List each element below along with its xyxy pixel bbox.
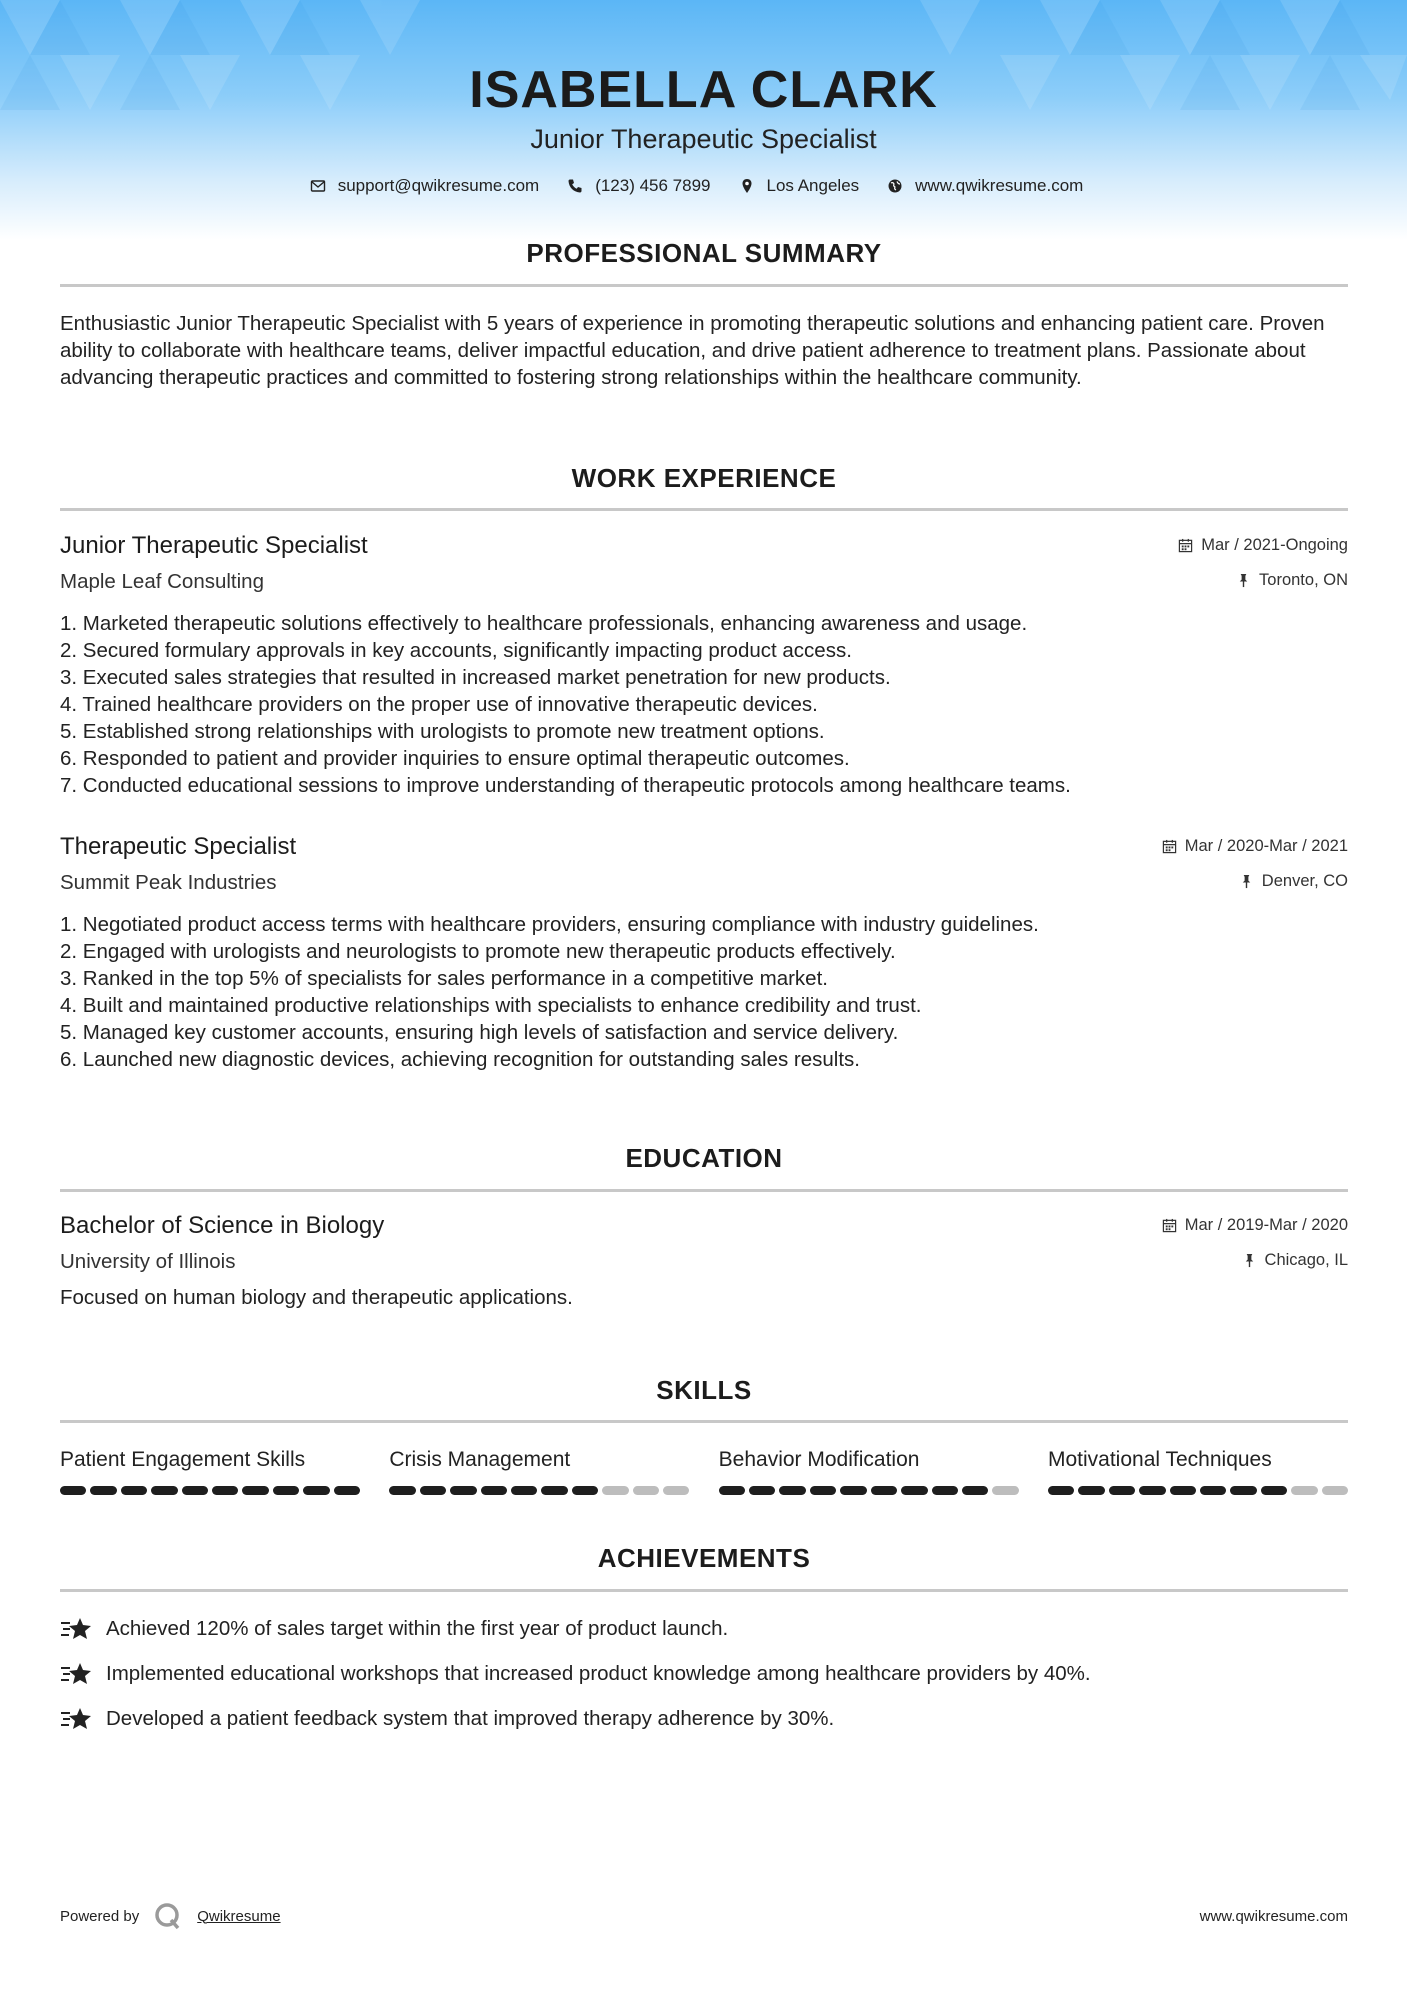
summary-divider [60, 284, 1348, 287]
education-school: University of Illinois [60, 1250, 236, 1273]
skills-heading: SKILLS [656, 1375, 752, 1405]
skill-item [60, 1446, 360, 1495]
skill-level-bar [60, 1486, 360, 1495]
achievement-text: Achieved 120% of sales target within the first year of product launch. [106, 1617, 729, 1640]
job-dates-text: Mar / 2021-Ongoing [1201, 536, 1348, 554]
skill-segment-filled [303, 1486, 329, 1495]
skill-segment-filled [511, 1486, 537, 1495]
skill-segment-filled [1170, 1486, 1196, 1495]
job-bullet: 4. Built and maintained productive relationships with specialists to enhance credibility and trust. [60, 994, 922, 1017]
skill-segment-filled [420, 1486, 446, 1495]
summary-heading: PROFESSIONAL SUMMARY [526, 238, 882, 268]
skill-name: Motivational Techniques [1047, 1448, 1272, 1471]
contact-email[interactable] [310, 176, 540, 196]
experience-divider [60, 508, 1348, 511]
achievements-heading: ACHIEVEMENTS [597, 1543, 811, 1573]
job-bullet: 1. Marketed therapeutic solutions effectively to healthcare professionals, enhancing awareness and usage. [60, 612, 1028, 635]
skill-segment-filled [151, 1486, 177, 1495]
job-location [1236, 571, 1348, 590]
job-dates-text: Mar / 2020-Mar / 2021 [1184, 837, 1348, 855]
job-bullet: 5. Managed key customer accounts, ensuring high levels of satisfaction and service delivery. [60, 1021, 899, 1044]
skill-segment-filled [932, 1486, 958, 1495]
contact-row [0, 176, 1407, 196]
job-company: Summit Peak Industries [60, 871, 277, 894]
skill-segment-filled [871, 1486, 897, 1495]
job-entry [60, 532, 1348, 799]
contact-website[interactable] [887, 176, 1083, 196]
skill-segment-filled [810, 1486, 836, 1495]
summary-text: Enthusiastic Junior Therapeutic Specialist with 5 years of experience in promoting therapeutic solutions and enhancing patient care. Proven ability to collaborate with healthcare teams, deliver impactful education, and drive patient adherence to treatment plans. Passionate about advancing therapeutic practices and committed to fostering strong relationships within the healthcare community. [60, 312, 1325, 389]
shooting-star-icon [60, 1615, 92, 1643]
skill-segment-filled [121, 1486, 147, 1495]
skill-segment-filled [334, 1486, 360, 1495]
education-heading: EDUCATION [625, 1143, 783, 1173]
skill-name: Crisis Management [389, 1448, 571, 1471]
job-entry [60, 833, 1348, 1073]
achievement-text: Implemented educational workshops that increased product knowledge among healthcare providers by 40%. [106, 1662, 1091, 1685]
calendar-icon [1162, 1218, 1177, 1233]
shooting-star-icon [60, 1705, 92, 1733]
envelope-icon [310, 178, 326, 194]
job-bullet: 3. Ranked in the top 5% of specialists for sales performance in a competitive market. [60, 967, 828, 990]
resume-header [0, 0, 1407, 196]
job-bullets [60, 911, 1348, 1073]
skill-segment-empty [663, 1486, 689, 1495]
contact-website-text: www.qwikresume.com [915, 176, 1084, 195]
skill-segment-filled [1261, 1486, 1287, 1495]
skill-segment-filled [212, 1486, 238, 1495]
powered-by [60, 1901, 281, 1931]
education-description: Focused on human biology and therapeutic applications. [60, 1286, 573, 1309]
skill-segment-filled [450, 1486, 476, 1495]
candidate-title: Junior Therapeutic Specialist [530, 124, 877, 154]
skill-segment-filled [1139, 1486, 1165, 1495]
skill-segment-filled [901, 1486, 927, 1495]
education-location [1242, 1251, 1348, 1270]
shooting-star-icon [60, 1660, 92, 1688]
skill-segment-filled [572, 1486, 598, 1495]
achievements-divider [60, 1589, 1348, 1592]
achievements-list [60, 1614, 1348, 1749]
job-bullet: 6. Launched new diagnostic devices, achieving recognition for outstanding sales results. [60, 1048, 860, 1071]
education-degree: Bachelor of Science in Biology [60, 1212, 385, 1239]
calendar-icon [1162, 839, 1177, 854]
achievement-item [60, 1614, 1348, 1644]
skill-segment-filled [481, 1486, 507, 1495]
pushpin-icon [1236, 573, 1251, 588]
qwikresume-logo-icon [153, 1901, 183, 1931]
candidate-name: ISABELLA CLARK [469, 61, 938, 119]
skill-segment-empty [1322, 1486, 1348, 1495]
skill-segment-empty [602, 1486, 628, 1495]
skill-item [389, 1446, 689, 1495]
job-bullet: 5. Established strong relationships with urologists to promote new treatment options. [60, 720, 825, 743]
job-location-text: Toronto, ON [1259, 571, 1348, 589]
skill-segment-filled [389, 1486, 415, 1495]
skill-name: Behavior Modification [718, 1448, 920, 1471]
skill-item [719, 1446, 1019, 1495]
pushpin-icon [1242, 1253, 1257, 1268]
pushpin-icon [1239, 874, 1254, 889]
skill-segment-filled [242, 1486, 268, 1495]
job-bullets [60, 610, 1348, 799]
job-location [1239, 872, 1348, 891]
education-location-text: Chicago, IL [1264, 1251, 1348, 1269]
job-location-text: Denver, CO [1261, 872, 1348, 890]
powered-by-label: Powered by [60, 1907, 140, 1925]
skills-divider [60, 1420, 1348, 1423]
skill-segment-filled [840, 1486, 866, 1495]
job-role: Junior Therapeutic Specialist [60, 532, 368, 559]
skill-segment-filled [90, 1486, 116, 1495]
skill-level-bar [1048, 1486, 1348, 1495]
achievement-item [60, 1659, 1348, 1689]
job-bullet: 4. Trained healthcare providers on the proper use of innovative therapeutic devices. [60, 693, 818, 716]
job-dates [1178, 536, 1348, 555]
skill-level-bar [719, 1486, 1019, 1495]
skill-segment-filled [1048, 1486, 1074, 1495]
globe-icon [887, 178, 903, 194]
contact-phone[interactable] [567, 176, 710, 196]
experience-heading: WORK EXPERIENCE [571, 463, 837, 493]
footer-website[interactable]: www.qwikresume.com [1199, 1907, 1348, 1925]
skill-level-bar [389, 1486, 689, 1495]
job-role: Therapeutic Specialist [60, 833, 297, 860]
skill-segment-filled [962, 1486, 988, 1495]
skill-item [1048, 1446, 1348, 1495]
education-dates [1162, 1216, 1348, 1235]
skill-segment-filled [1109, 1486, 1135, 1495]
contact-phone-text: (123) 456 7899 [595, 176, 711, 195]
job-bullet: 1. Negotiated product access terms with healthcare providers, ensuring compliance with industry guidelines. [60, 913, 1039, 936]
contact-location-text: Los Angeles [766, 176, 860, 195]
skill-segment-empty [633, 1486, 659, 1495]
skill-segment-filled [273, 1486, 299, 1495]
job-bullet: 3. Executed sales strategies that resulted in increased market penetration for new products. [60, 666, 891, 689]
skill-segment-empty [1291, 1486, 1317, 1495]
achievement-text: Developed a patient feedback system that improved therapy adherence by 30%. [106, 1707, 835, 1730]
skill-segment-filled [1200, 1486, 1226, 1495]
skill-segment-filled [779, 1486, 805, 1495]
qwikresume-link[interactable]: Qwikresume [197, 1907, 281, 1925]
job-bullet: 6. Responded to patient and provider inquiries to ensure optimal therapeutic outcomes. [60, 747, 850, 770]
job-dates [1162, 837, 1348, 856]
map-marker-icon [739, 178, 755, 194]
contact-email-text: support@qwikresume.com [337, 176, 540, 195]
skill-segment-filled [1230, 1486, 1256, 1495]
skill-segment-filled [719, 1486, 745, 1495]
skill-segment-empty [992, 1486, 1018, 1495]
skill-segment-filled [1078, 1486, 1104, 1495]
calendar-icon [1178, 538, 1193, 553]
job-bullet: 2. Engaged with urologists and neurologists to promote new therapeutic products effectively. [60, 940, 896, 963]
skill-segment-filled [60, 1486, 86, 1495]
achievement-item [60, 1704, 1348, 1734]
phone-icon [567, 178, 583, 194]
footer [60, 1901, 1348, 1931]
job-bullet: 2. Secured formulary approvals in key accounts, significantly impacting product access. [60, 639, 852, 662]
skills-list [60, 1446, 1348, 1495]
education-divider [60, 1189, 1348, 1192]
job-company: Maple Leaf Consulting [60, 570, 264, 593]
skill-name: Patient Engagement Skills [60, 1448, 306, 1471]
contact-location [739, 176, 860, 196]
skill-segment-filled [541, 1486, 567, 1495]
job-bullet: 7. Conducted educational sessions to improve understanding of therapeutic protocols among healthcare teams. [60, 774, 1071, 797]
education-dates-text: Mar / 2019-Mar / 2020 [1184, 1216, 1348, 1234]
skill-segment-filled [749, 1486, 775, 1495]
education-entry [60, 1212, 1348, 1311]
skill-segment-filled [182, 1486, 208, 1495]
